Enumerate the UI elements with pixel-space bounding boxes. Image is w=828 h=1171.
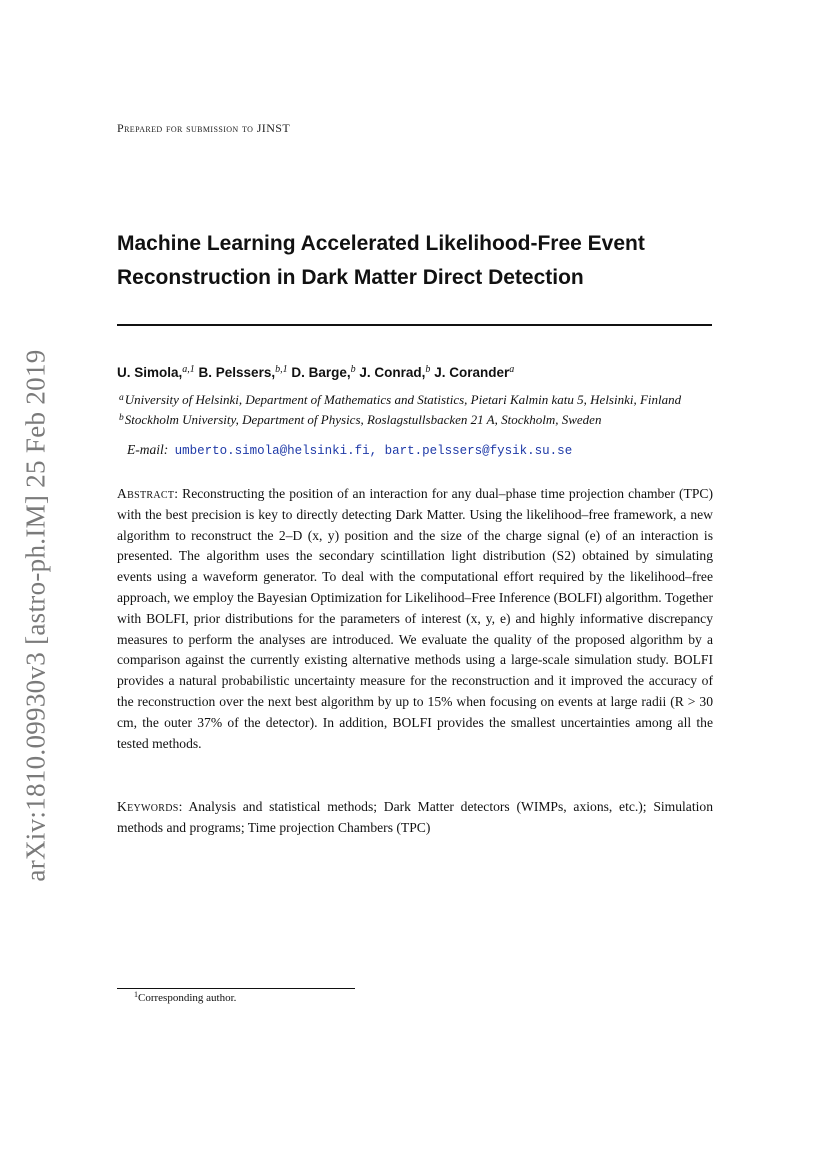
email-line [127,442,572,458]
author-name: D. Barge, [291,365,351,380]
footnote [134,992,236,1004]
abstract-label: Abstract [117,486,175,501]
keywords-paragraph: Keywords: Analysis and statistical methods; Dark Matter detectors (WIMPs, axions, etc.); Simulation methods and programs; Time projection Chambers (TPC) [117,799,713,835]
author-name: J. Corander [434,365,510,380]
keywords-text: Analysis and statistical methods; Dark Matter detectors (WIMPs, axions, etc.); Simulation methods and programs; Time projection Chambers (TPC) [117,799,713,835]
arxiv-identifier-text: arXiv:1810.09930v3 [astro-ph.IM] 25 Feb 2019 [20,348,51,882]
footnote-text: Corresponding author. [138,992,237,1004]
author-name: J. Conrad, [359,365,426,380]
footnote-mark: 1 [134,990,138,999]
affiliation-mark: a [119,393,124,403]
title-divider [117,324,712,326]
keywords-label: Keywords [117,799,179,814]
affiliation-a [119,392,681,408]
author-name: U. Simola, [117,365,183,380]
abstract-text: Reconstructing the position of an interaction for any dual–phase time projection chamber (TPC) with the best precision is key to directly detecting Dark Matter. Using the likelihood–free framework, a new algorithm to reconstruct the 2–D (x, y) position and the size of the charge signal (e) of an interaction is presented. The algorithm uses the secondary scintillation light distribution (S2) obtained by simulating events using a waveform generator. To deal with the computational effort required by the likelihood–free approach, we employ the Bayesian Optimization for Likelihood–Free Inference (BOLFI) algorithm. Together with BOLFI, prior distributions for the parameters of interest (x, y, e) and highly informative discrepancy measures to perform the analyses are introduced. We evaluate the quality of the proposed algorithm by a comparison against the currently existing alternative methods using a large-scale simulation study. BOLFI provides a natural probabilistic uncertainty measure for the reconstruction and it improved the accuracy of the reconstruction over the next best algorithm by up to 15% when focusing on events at large radii (R > 30 cm, the outer 37% of the detector). In addition, BOLFI provides the smallest uncertainties among all the tested methods. [117,486,713,751]
author-affiliation-mark: b [425,364,431,375]
affiliation-b [119,412,601,428]
author-affiliation-mark: b,1 [275,364,288,375]
affiliation-text: University of Helsinki, Department of Mathematics and Statistics, Pietari Kalmin katu 5, Helsinki, Finland [124,392,682,407]
affiliation-mark: b [119,413,124,423]
author-affiliation-mark: b [350,364,356,375]
email-label: E-mail: [127,442,169,457]
author-affiliation-mark: a [509,364,515,375]
author-list [117,365,514,380]
author-name: B. Pelssers, [198,365,276,380]
abstract-paragraph: Abstract: Reconstructing the position of an interaction for any dual–phase time projection chamber (TPC) with the best precision is key to directly detecting Dark Matter. Using the likelihood–free framework, a new algorithm to reconstruct the 2–D (x, y) position and the size of the charge signal (e) of an interaction is presented. The algorithm uses the secondary scintillation light distribution (S2) obtained by simulating events using a waveform generator. To deal with the computational effort required by the likelihood–free approach, we employ the Bayesian Optimization for Likelihood–Free Inference (BOLFI) algorithm. Together with BOLFI, prior distributions for the parameters of interest (x, y, e) and highly informative discrepancy measures to perform the analyses are introduced. We evaluate the quality of the proposed algorithm by a comparison against the currently existing alternative methods using a large-scale simulation study. BOLFI provides a natural probabilistic uncertainty measure for the reconstruction and it improved the accuracy of the reconstruction over the next best algorithm by up to 15% when focusing on events at large radii (R > 30 cm, the outer 37% of the detector). In addition, BOLFI provides the smallest uncertainties among all the tested methods. [117,486,713,751]
paper-title: Machine Learning Accelerated Likelihood-Free Event Reconstruction in Dark Matter Direct Detection [117,232,645,289]
footnote-divider [117,988,355,989]
affiliation-text: Stockholm University, Department of Physics, Roslagstullsbacken 21 A, Stockholm, Sweden [124,412,602,427]
email-addresses-link[interactable]: umberto.simola@helsinki.fi, bart.pelssers@fysik.su.se [174,444,573,458]
arxiv-identifier-stamp [12,340,60,890]
author-affiliation-mark: a,1 [182,364,195,375]
submission-note: Prepared for submission to JINST [117,121,291,135]
